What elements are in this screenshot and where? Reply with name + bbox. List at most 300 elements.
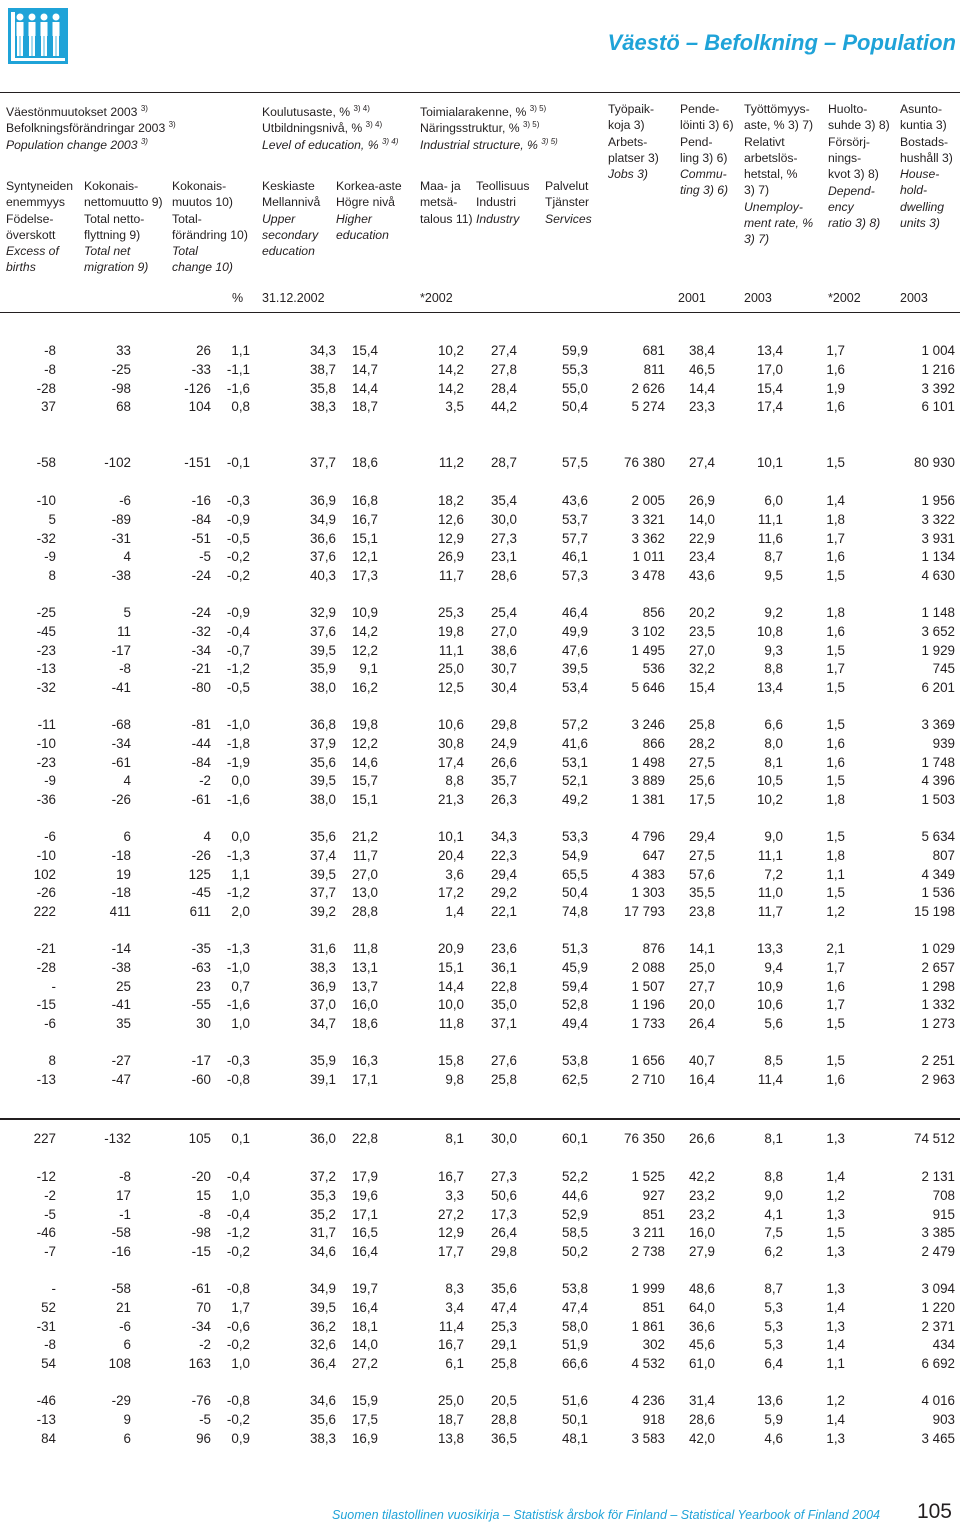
table-cell: 50,6 — [490, 1187, 517, 1203]
table-cell: 28,6 — [688, 1411, 715, 1427]
table-cell: -5 — [199, 549, 211, 565]
table-cell: 9,4 — [764, 959, 783, 975]
table-cell: 0,9 — [231, 1430, 250, 1446]
group-title-0-1: Befolkningsförändringar 2003 $^{3)}$ — [6, 120, 176, 136]
table-cell: 14,0 — [688, 511, 715, 527]
column-header-9-fi: Pende- löinti 3) 6) — [680, 102, 734, 133]
table-row — [0, 1392, 960, 1410]
table-cell: 48,6 — [688, 1281, 715, 1296]
table-cell: 12,9 — [437, 1225, 464, 1241]
table-cell: 14,7 — [351, 361, 378, 377]
table-cell: -80 — [191, 680, 211, 696]
table-cell: 3 465 — [921, 1430, 955, 1446]
table-cell: 6,4 — [764, 1356, 783, 1372]
table-cell: -61 — [191, 792, 211, 808]
table-cell: -27 — [111, 1053, 131, 1068]
table-cell: 15,4 — [688, 680, 715, 696]
table-cell: 2 131 — [921, 1169, 955, 1184]
table-cell: -6 — [119, 493, 131, 508]
table-cell: -9 — [44, 773, 56, 789]
table-cell: 3 369 — [921, 717, 955, 732]
table-cell: 8,7 — [764, 1281, 783, 1296]
table-cell: -5 — [44, 1206, 56, 1222]
column-header-6-en: Industry — [476, 211, 520, 226]
table-cell: 19 — [116, 866, 131, 882]
table-cell: -61 — [111, 754, 131, 770]
table-cell: 29,2 — [490, 885, 517, 901]
table-cell: 1,8 — [826, 511, 845, 527]
table-cell: 45,9 — [561, 959, 588, 975]
table-cell: 4,1 — [764, 1206, 783, 1222]
table-cell: -126 — [184, 380, 211, 396]
table-cell: 32,6 — [309, 1337, 336, 1353]
table-row — [0, 380, 960, 398]
table-cell: 37,9 — [309, 735, 336, 751]
table-cell: 30,0 — [490, 1131, 517, 1146]
table-cell: 26,4 — [688, 1016, 715, 1032]
table-cell: 29,4 — [688, 829, 715, 844]
table-cell: 1,4 — [826, 493, 845, 508]
table-cell: -1,2 — [226, 661, 250, 677]
table-cell: 0,1 — [231, 1131, 250, 1146]
table-cell: 434 — [932, 1337, 955, 1353]
column-header-4-sv: Högre nivå — [336, 195, 395, 210]
table-cell: 27,5 — [688, 754, 715, 770]
table-cell: 28,7 — [490, 455, 517, 470]
table-cell: 1,6 — [826, 978, 845, 994]
table-cell: 1,5 — [826, 717, 845, 732]
table-cell: -12 — [36, 1169, 56, 1184]
table-cell: 5,9 — [764, 1411, 783, 1427]
table-cell: 38,4 — [688, 343, 715, 358]
table-cell: -36 — [36, 792, 56, 808]
table-cell: 74 512 — [914, 1131, 955, 1146]
table-cell: 8,8 — [764, 1169, 783, 1184]
table-cell: 37,1 — [490, 1016, 517, 1032]
table-cell: -2 — [44, 1187, 56, 1203]
table-cell: 26,6 — [490, 754, 517, 770]
table-cell: 11,0 — [757, 885, 783, 901]
table-cell: 16,3 — [351, 1053, 378, 1068]
table-cell: 807 — [932, 847, 955, 863]
footer-text: Suomen tilastollinen vuosikirja – Statistisk årsbok för Finland – Statistical Yearbook of Finland 2004 — [332, 1508, 880, 1522]
table-cell: 8 — [48, 568, 56, 584]
table-cell: 34,9 — [309, 511, 336, 527]
table-cell: -5 — [199, 1411, 211, 1427]
table-cell: 31,4 — [688, 1393, 715, 1408]
table-cell: -2 — [199, 773, 211, 789]
table-cell: 43,6 — [561, 493, 588, 508]
table-cell: 27,3 — [490, 1169, 517, 1184]
table-cell: -16 — [111, 1244, 131, 1260]
table-cell: 26 — [196, 343, 211, 358]
table-row — [0, 567, 960, 585]
column-header-7-en: Services — [545, 211, 592, 226]
table-row — [0, 847, 960, 865]
table-cell: 851 — [642, 1299, 665, 1315]
table-cell: 25,3 — [490, 1318, 517, 1334]
table-cell: -31 — [36, 1318, 56, 1334]
table-cell: -1,3 — [226, 847, 250, 863]
table-row — [0, 1318, 960, 1336]
table-cell: 11,7 — [757, 904, 783, 920]
table-cell: -13 — [36, 661, 56, 677]
table-cell: -46 — [36, 1393, 56, 1408]
table-cell: 17,1 — [351, 1071, 378, 1087]
table-cell: 23,5 — [688, 623, 715, 639]
table-cell: 58,5 — [561, 1225, 588, 1241]
table-cell: 36,6 — [309, 530, 336, 546]
table-cell: -1,9 — [226, 754, 250, 770]
table-cell: -15 — [191, 1244, 211, 1260]
table-cell: 13,4 — [756, 343, 783, 358]
table-cell: 4 — [123, 549, 131, 565]
table-row — [0, 642, 960, 660]
table-cell: 17,7 — [437, 1244, 464, 1260]
table-cell: 1 148 — [921, 605, 955, 620]
table-cell: 1,6 — [826, 361, 845, 377]
column-header-2-sv: Total- förändring 10) — [172, 211, 248, 242]
table-cell: 13,8 — [437, 1430, 464, 1446]
table-cell: -13 — [36, 1071, 56, 1087]
table-cell: 46,4 — [561, 605, 588, 620]
table-row — [0, 1280, 960, 1298]
table-cell: 9,0 — [764, 829, 783, 844]
table-cell: 13,4 — [756, 680, 783, 696]
table-cell: -0,2 — [226, 1244, 250, 1260]
group-title-2-2: Industrial structure, % $^{3) 5)}$ — [420, 136, 558, 152]
table-cell: 1 011 — [632, 549, 665, 565]
table-cell: 2 371 — [921, 1318, 955, 1334]
table-cell: 3,5 — [445, 399, 464, 415]
table-cell: 34,6 — [309, 1393, 336, 1408]
table-cell: 55,0 — [561, 380, 588, 396]
table-cell: 26,4 — [490, 1225, 517, 1241]
table-cell: 16,4 — [688, 1071, 715, 1087]
table-cell: 18,7 — [351, 399, 378, 415]
column-header-9-en: Commu- ting 3) 6) — [680, 167, 729, 198]
table-cell: 536 — [642, 661, 665, 677]
table-cell: 16,9 — [351, 1430, 378, 1446]
table-cell: 8,1 — [764, 754, 783, 770]
table-cell: 25,0 — [688, 959, 715, 975]
table-cell: 37,7 — [309, 455, 336, 470]
table-cell: 17,4 — [756, 399, 783, 415]
table-cell: 66,6 — [561, 1356, 588, 1372]
table-cell: 1,4 — [445, 904, 464, 920]
table-cell: 25 — [116, 978, 131, 994]
table-cell: 11 — [117, 623, 131, 639]
table-cell: 2 005 — [631, 493, 665, 508]
table-cell: 3 931 — [921, 530, 955, 546]
table-cell: 11,2 — [438, 455, 464, 470]
table-cell: 12,1 — [351, 549, 378, 565]
table-cell: -0,2 — [226, 1337, 250, 1353]
table-cell: 25,3 — [437, 605, 464, 620]
table-cell: -1,8 — [226, 735, 250, 751]
table-cell: 866 — [642, 735, 665, 751]
table-row — [0, 1299, 960, 1317]
table-cell: 1 503 — [921, 792, 955, 808]
table-cell: -151 — [184, 455, 211, 470]
table-cell: 23,2 — [688, 1206, 715, 1222]
table-cell: 4 349 — [921, 866, 955, 882]
table-row — [0, 1187, 960, 1205]
table-cell: 3,3 — [445, 1187, 464, 1203]
table-cell: 1,1 — [826, 866, 845, 882]
table-cell: 5,3 — [764, 1318, 783, 1334]
table-row — [0, 1071, 960, 1089]
table-cell: 37 — [41, 399, 56, 415]
table-row — [0, 492, 960, 510]
table-cell: -102 — [104, 455, 131, 470]
table-cell: 1,3 — [826, 1206, 845, 1222]
table-cell: 61,0 — [688, 1356, 715, 1372]
table-cell: 18,1 — [351, 1318, 378, 1334]
table-cell: -6 — [44, 829, 56, 844]
header-rule-top — [0, 92, 960, 93]
table-cell: 2 657 — [921, 959, 955, 975]
table-cell: 163 — [188, 1356, 211, 1372]
table-cell: 1 536 — [921, 885, 955, 901]
table-cell: 39,1 — [309, 1071, 336, 1087]
table-cell: 31,7 — [309, 1225, 336, 1241]
table-cell: 0,0 — [231, 773, 250, 789]
table-cell: 927 — [642, 1187, 665, 1203]
table-cell: 49,9 — [561, 623, 588, 639]
table-cell: -6 — [119, 1318, 131, 1334]
table-cell: 17,1 — [351, 1206, 378, 1222]
table-cell: -1,2 — [226, 885, 250, 901]
table-cell: -8 — [44, 1337, 56, 1353]
table-cell: 37,0 — [309, 997, 336, 1013]
table-row — [0, 1411, 960, 1429]
table-cell: 10,1 — [756, 455, 783, 470]
table-cell: 1 029 — [921, 941, 955, 956]
table-cell: -10 — [36, 735, 56, 751]
table-cell: 6 — [123, 1430, 131, 1446]
table-cell: 32,9 — [309, 605, 336, 620]
column-header-10-en: Unemploy- ment rate, % 3) 7) — [744, 199, 814, 247]
table-cell: 43,6 — [688, 568, 715, 584]
table-cell: 41,6 — [561, 735, 588, 751]
table-cell: 5,6 — [764, 1016, 783, 1032]
group-title-2-1: Näringsstruktur, % $^{3) 5)}$ — [420, 120, 540, 136]
table-cell: 125 — [188, 866, 211, 882]
table-cell: -0,8 — [226, 1281, 250, 1296]
table-cell: 62,5 — [561, 1071, 588, 1087]
table-cell: - — [51, 978, 56, 994]
table-cell: 1,5 — [826, 1053, 845, 1068]
table-cell: 11,6 — [757, 530, 783, 546]
table-cell: 1,2 — [826, 1187, 845, 1203]
column-header-7-fi: Palvelut — [545, 179, 589, 193]
table-cell: -45 — [36, 623, 56, 639]
table-cell: 19,8 — [351, 717, 378, 732]
table-cell: -25 — [36, 605, 56, 620]
table-cell: 1 525 — [631, 1169, 665, 1184]
column-header-12-fi: Asunto- kuntia 3) — [900, 102, 947, 133]
table-cell: -17 — [111, 642, 131, 658]
table-cell: -1,2 — [226, 1225, 250, 1241]
table-cell: 26,9 — [688, 493, 715, 508]
table-cell: -25 — [111, 361, 131, 377]
table-cell: 4 630 — [921, 568, 955, 584]
table-cell: 28,8 — [351, 904, 378, 920]
table-cell: 53,1 — [561, 754, 588, 770]
table-cell: 4 383 — [631, 866, 665, 882]
table-cell: 27,0 — [688, 642, 715, 658]
table-cell: 50,1 — [561, 1411, 588, 1427]
table-row — [0, 1224, 960, 1242]
table-cell: 55,3 — [561, 361, 588, 377]
table-cell: 27,9 — [688, 1244, 715, 1260]
table-cell: 21,3 — [437, 792, 464, 808]
table-cell: 1 733 — [631, 1016, 665, 1032]
table-cell: 12,2 — [351, 735, 378, 751]
table-row — [0, 604, 960, 622]
table-cell: 38,0 — [309, 680, 336, 696]
table-cell: 25,4 — [490, 605, 517, 620]
table-cell: 4 016 — [921, 1393, 955, 1408]
table-cell: 4 532 — [631, 1356, 665, 1372]
table-cell: 26,9 — [437, 549, 464, 565]
table-cell: 19,8 — [437, 623, 464, 639]
table-cell: 51,3 — [561, 941, 588, 956]
table-cell: 9,0 — [764, 1187, 783, 1203]
table-cell: 6,6 — [764, 717, 783, 732]
table-cell: 6,1 — [445, 1356, 464, 1372]
table-cell: 15,1 — [351, 530, 378, 546]
table-cell: 35,9 — [309, 1053, 336, 1068]
table-row — [0, 978, 960, 996]
table-cell: 18,7 — [437, 1411, 464, 1427]
table-cell: -34 — [191, 1318, 211, 1334]
table-cell: 3 652 — [921, 623, 955, 639]
table-cell: -0,3 — [226, 493, 250, 508]
table-cell: 23,4 — [688, 549, 715, 565]
table-cell: 1 134 — [921, 549, 955, 565]
table-cell: 6 201 — [921, 680, 955, 696]
table-cell: 34,3 — [309, 343, 336, 358]
table-cell: 3 211 — [632, 1225, 665, 1241]
table-cell: 16,0 — [688, 1225, 715, 1241]
column-header-11-en: Depend- ency ratio 3) 8) — [828, 183, 881, 231]
table-cell: -8 — [119, 1169, 131, 1184]
table-cell: 1 656 — [631, 1053, 665, 1068]
table-cell: 3 889 — [631, 773, 665, 789]
unit-percent: % — [232, 291, 244, 305]
table-cell: 26,3 — [490, 792, 517, 808]
table-cell: 27,6 — [490, 1053, 517, 1068]
table-cell: 1,1 — [826, 1356, 845, 1372]
table-cell: 9,8 — [445, 1071, 464, 1087]
table-cell: -98 — [111, 380, 131, 396]
table-cell: 39,5 — [561, 661, 588, 677]
table-cell: 1,4 — [826, 1337, 845, 1353]
table-cell: 30,0 — [490, 511, 517, 527]
table-cell: 11,1 — [757, 847, 783, 863]
table-cell: 11,7 — [352, 847, 378, 863]
table-cell: 50,2 — [561, 1244, 588, 1260]
table-cell: 37,4 — [309, 847, 336, 863]
table-cell: 13,0 — [351, 885, 378, 901]
table-cell: 1,6 — [826, 549, 845, 565]
table-row — [0, 623, 960, 641]
table-cell: 17,2 — [437, 885, 464, 901]
table-cell: -0,3 — [226, 1053, 250, 1068]
table-cell: 54,9 — [561, 847, 588, 863]
table-cell: 1 498 — [631, 754, 665, 770]
table-cell: 17 — [116, 1187, 131, 1203]
table-cell: 12,9 — [437, 530, 464, 546]
column-header-3-sv: Mellannivå — [262, 195, 321, 210]
table-cell: 12,5 — [437, 680, 464, 696]
table-cell: 32,2 — [688, 661, 715, 677]
column-header-7-sv: Tjänster — [545, 195, 590, 210]
table-cell: 1,0 — [231, 1016, 250, 1032]
column-header-9-sv: Pend- ling 3) 6) — [680, 134, 728, 165]
table-cell: 1 196 — [631, 997, 665, 1013]
table-cell: 17,3 — [490, 1206, 517, 1222]
table-row — [0, 530, 960, 548]
table-cell: -1,0 — [226, 717, 250, 732]
table-cell: 20,2 — [688, 605, 715, 620]
table-cell: 15,1 — [437, 959, 464, 975]
table-cell: 52,1 — [561, 773, 588, 789]
table-cell: 36,5 — [490, 1430, 517, 1446]
page-title: Väestö – Befolkning – Population — [607, 30, 956, 55]
table-row — [0, 735, 960, 753]
table-cell: 10,6 — [437, 717, 464, 732]
table-cell: 11,8 — [352, 941, 378, 956]
table-cell: 15 198 — [914, 904, 955, 920]
table-cell: 19,7 — [351, 1281, 378, 1296]
table-cell: -0,8 — [226, 1393, 250, 1408]
table-cell: -68 — [111, 717, 131, 732]
table-cell: 37,7 — [309, 885, 336, 901]
table-cell: 903 — [932, 1411, 955, 1427]
table-cell: 25,8 — [688, 717, 715, 732]
table-cell: 21,2 — [351, 829, 378, 844]
table-row — [0, 1430, 960, 1448]
table-cell: 24,9 — [490, 735, 517, 751]
table-cell: 35,2 — [309, 1206, 336, 1222]
table-row — [0, 548, 960, 566]
table-cell: 35,7 — [490, 773, 517, 789]
table-cell: 36,1 — [490, 959, 517, 975]
table-row — [0, 1130, 960, 1148]
table-cell: 15 — [196, 1187, 211, 1203]
table-row — [0, 791, 960, 809]
table-cell: 6 101 — [921, 399, 955, 415]
table-cell: 851 — [642, 1206, 665, 1222]
column-header-8-fi: Työpaik- koja 3) — [608, 102, 655, 133]
table-cell: 0,7 — [231, 978, 250, 994]
table-cell: 1 507 — [631, 978, 665, 994]
column-header-4-fi: Korkea-aste — [336, 179, 402, 193]
table-cell: -55 — [191, 997, 211, 1013]
table-cell: -0,9 — [226, 511, 250, 527]
table-cell: 36,8 — [309, 717, 336, 732]
table-cell: 27,7 — [688, 978, 715, 994]
population-logo — [8, 8, 68, 64]
table-cell: 27,0 — [490, 623, 517, 639]
table-row — [0, 679, 960, 697]
table-row — [0, 660, 960, 678]
table-cell: 16,7 — [351, 511, 378, 527]
table-cell: 1,8 — [826, 847, 845, 863]
